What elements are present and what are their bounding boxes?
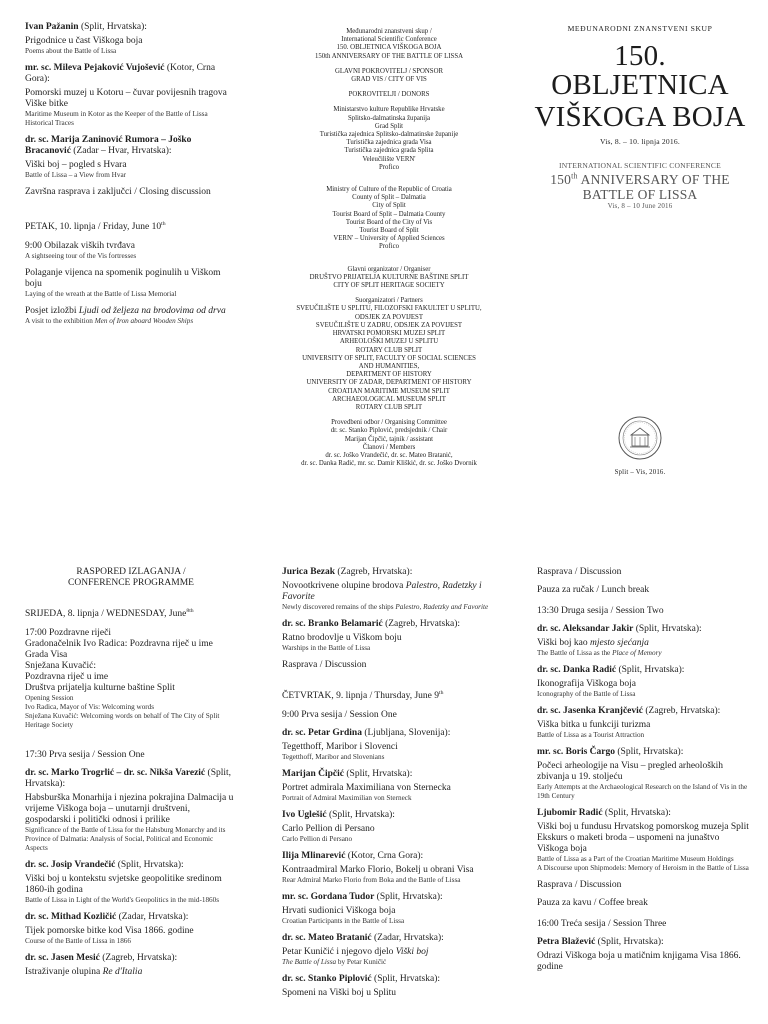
talk-title: Ratno brodovlje u Viškom boju — [282, 633, 402, 643]
talk-affiliation: (Zagreb, Hrvatska): — [102, 953, 178, 963]
break-label: Pauza za ručak / Lunch break — [537, 585, 650, 595]
talk-title: Hrvati sudionici Viškoga boja — [282, 906, 396, 916]
talk-title: Viški boj – pogled s Hvara — [25, 160, 127, 170]
talk-speaker — [282, 892, 494, 903]
talk-title — [282, 581, 494, 603]
front-left-column — [25, 22, 237, 333]
credits-line: GLAVNI POKROVITELJ / SPONSOR — [334, 67, 444, 75]
talk-title-italic: Re d'Italia — [102, 967, 143, 977]
talk-affiliation: (Split, Hrvatska): — [117, 860, 184, 870]
talk-title-secondary: Ekskurs o maketi broda – uspomeni na junaštvo Viškoga boja — [537, 833, 720, 854]
talk-english: Early Attempts at the Archaeological Research on the Island of Vis in the 19th Century — [537, 783, 748, 800]
talk-speaker — [537, 624, 751, 635]
talk-english: Portrait of Admiral Maximilian von Sterneck — [282, 794, 412, 802]
cover-kicker: MEĐUNARODNI ZNANSTVENI SKUP — [567, 24, 713, 33]
talk-affiliation: (Zadar, Hrvatska): — [374, 933, 444, 943]
credits-line: Veleučilište VERN' — [362, 155, 416, 163]
talk-speaker-name: Petra Blažević — [537, 937, 596, 947]
talk-english: Poems about the Battle of Lissa — [25, 47, 117, 55]
talk-title: Prigodnice u čast Viškoga boja — [25, 36, 143, 46]
credits-group — [270, 297, 508, 412]
talk-item — [282, 619, 494, 653]
programme-heading-line2: CONFERENCE PROGRAMME — [68, 578, 194, 588]
credits-line: CROATIAN MARITIME MUSEUM SPLIT — [328, 387, 450, 395]
talk-title: Tijek pomorske bitke kod Visa 1866. godine — [25, 926, 194, 936]
opening-line: Gradonačelnik Ivo Radica: Pozdravna riječ u ime Grada Visa — [25, 639, 213, 660]
credits-line: UNIVERSITY OF SPLIT, FACULTY OF SOCIAL SCIENCES — [302, 354, 476, 362]
talk-affiliation: (Split, Hrvatska): — [374, 974, 440, 984]
credits-line: County of Split – Dalmatia — [352, 194, 426, 202]
opening-session — [25, 628, 237, 730]
talk-speaker-name: mr. sc. Boris Čargo — [537, 747, 616, 757]
talk-english-italic: Place of Memory — [612, 649, 662, 657]
talk-title-text: Petar Kuničić i njegovo djelo — [282, 947, 396, 957]
friday-heading — [25, 222, 237, 233]
talk-affiliation: (Kotor, Crna Gora): — [25, 63, 216, 84]
talk-title: Polaganje vijenca na spomenik poginulih u Viškom boju — [25, 268, 221, 289]
talk-item — [537, 665, 751, 699]
talk-item — [25, 768, 237, 853]
credits-line: Suorganizatori / Partners — [355, 297, 423, 305]
talk-affiliation: (Split, Hrvatska): — [328, 810, 395, 820]
credits-line: Grad Split — [374, 122, 404, 130]
cover-title-line2: VIŠKOGA BOJA — [534, 101, 746, 133]
cover-en-kicker: INTERNATIONAL SCIENTIFIC CONFERENCE — [559, 161, 721, 170]
opening-english-line: Snježana Kuvačić: Welcoming words on behalf of The City of Split Heritage Society — [25, 712, 220, 729]
talk-title: Ikonografija Viškoga boja — [537, 679, 636, 689]
talk-speaker — [537, 665, 751, 676]
talk-item — [282, 933, 494, 967]
talk-title-italic: mjesto sjećanja — [590, 638, 649, 648]
talk-speaker-name: dr. sc. Jasenka Kranjčević — [537, 706, 643, 716]
talk-speaker — [537, 747, 751, 758]
talk-english-text: The Battle of Lissa as the — [537, 649, 613, 657]
center-groups — [270, 28, 508, 468]
talk-item — [25, 953, 237, 978]
talk-title — [25, 967, 237, 978]
thursday-session-heading: 9:00 Prva sesija / Session One — [282, 710, 397, 720]
credits-line: DEPARTMENT OF HISTORY — [346, 371, 432, 379]
talk-title: Spomeni na Viški boj u Splitu — [282, 988, 397, 998]
credits-line: Članovi / Members — [362, 443, 416, 451]
talk-item — [282, 851, 494, 885]
talk-speaker — [25, 953, 237, 964]
credits-line: UNIVERSITY OF ZADAR, DEPARTMENT OF HISTORY — [306, 379, 472, 387]
talk-english: Battle of Lissa as a Tourist Attraction — [537, 731, 645, 739]
front-left-items — [25, 22, 237, 198]
credits-line: Ministry of Culture of the Republic of Croatia — [326, 186, 452, 194]
talk-english: Laying of the wreath at the Battle of Lissa Memorial — [25, 290, 177, 298]
talk-english: Iconography of the Battle of Lissa — [537, 690, 636, 698]
talk-speaker — [282, 851, 494, 862]
talk-english-text: A visit to the exhibition — [25, 317, 95, 325]
talk-speaker — [25, 860, 237, 871]
seal-emblem — [618, 416, 662, 460]
credits-line: GRAD VIS / CITY OF VIS — [351, 76, 427, 84]
talk-title: 9:00 Obilazak viških tvrđava — [25, 241, 136, 251]
talk-speaker — [25, 768, 237, 790]
seal-icon — [618, 416, 662, 460]
opening-english-line: Ivo Radica, Mayor of Vis: Welcoming words — [25, 703, 155, 711]
talk-title-text: Istraživanje olupina — [25, 967, 103, 977]
talk-affiliation: (Zagreb, Hrvatska): — [645, 706, 721, 716]
friday-heading-text: PETAK, 10. lipnja / Friday, June 10 — [25, 222, 162, 232]
cover-dates-en: Vis, 8 – 10 June 2016 — [607, 202, 673, 210]
credits-line: VERN' – University of Applied Sciences — [333, 235, 445, 243]
programme-heading-line1: RASPORED IZLAGANJA / — [76, 567, 186, 577]
talk-item — [282, 567, 494, 612]
talk-item — [282, 974, 494, 999]
talk-title: Pomorski muzej u Kotoru – čuvar povijesnih tragova Viške bitke — [25, 88, 227, 109]
credits-line: City of Split — [372, 202, 406, 210]
talk-item — [25, 22, 237, 56]
talk-english: Course of the Battle of Lissa in 1866 — [25, 937, 131, 945]
col3-top-breaks — [537, 567, 751, 596]
talk-speaker — [282, 974, 494, 985]
talk-affiliation: (Split, Hrvatska): — [25, 768, 232, 789]
credits-line: ROTARY CLUB SPLIT — [355, 403, 423, 411]
talk-english: Battle of Lissa – a View from Hvar — [25, 171, 127, 179]
talk-affiliation: (Split, Hrvatska): — [376, 892, 443, 902]
credits-line: 150. OBLJETNICA VIŠKOGA BOJA — [336, 44, 442, 52]
talk-speaker-name: dr. sc. Stanko Piplović — [282, 974, 372, 984]
talk-title: Viški boj u fundusu Hrvatskog pomorskog muzeja Split — [537, 822, 749, 832]
thursday-heading-sup: th — [439, 689, 444, 696]
front-center-column — [270, 28, 508, 475]
credits-line: Marijan Čipčić, tajnik / assistant — [344, 435, 434, 443]
talk-title: Počeci arheologije na Visu – pregled arheoloških zbivanja u 19. stoljeću — [537, 761, 724, 782]
talk-speaker-name: dr. sc. Branko Belamarić — [282, 619, 383, 629]
talk-title: Tegetthoff, Maribor i Slovenci — [282, 742, 398, 752]
talk-speaker-name: dr. sc. Marija Zaninović Rumora – Joško Bracanović — [25, 135, 192, 156]
talk-item — [25, 63, 237, 128]
credits-line: ODSJEK ZA POVIJEST — [355, 313, 423, 321]
credits-line: Profico — [378, 243, 399, 251]
talk-item — [282, 769, 494, 803]
talk-affiliation: (Zagreb, Hrvatska): — [337, 567, 413, 577]
credits-line: Provedbeni odbor / Organising Committee — [331, 419, 447, 427]
talk-speaker — [282, 810, 494, 821]
talk-english — [282, 958, 494, 967]
talk-english: Significance of the Battle of Lissa for the Habsburg Monarchy and its Province of Dalmatia: Analysis of Social, Political and Economic Aspects — [25, 826, 226, 852]
programme-column-3 — [537, 567, 751, 980]
credits-line: Turistička zajednica grada Splita — [344, 147, 434, 155]
talk-english-italic: Palestro, Radetzky and Favorite — [395, 603, 489, 611]
talk-speaker — [537, 937, 751, 948]
talk-affiliation: (Ljubljana, Slovenija): — [364, 728, 451, 738]
credits-line: Ministarstvo kulture Republike Hrvatske — [333, 106, 445, 114]
session-one-heading: 17:30 Prva sesija / Session One — [25, 750, 145, 760]
talk-title-italic: Viški boj — [395, 947, 429, 957]
talk-item — [25, 912, 237, 946]
credits-group — [270, 419, 508, 468]
talk-english-italic: The Battle of Lissa — [282, 958, 337, 966]
credits-line: dr. sc. Danka Radić, mr. sc. Damir Kliškić, dr. sc. Joško Dvornik — [301, 460, 477, 468]
credits-line: Turistička zajednica Splitsko-dalmatinske županije — [319, 131, 459, 139]
credits-line: dr. sc. Joško Vrandečić, dr. sc. Mateo Bratanić, — [325, 451, 453, 459]
talk-english: Tegetthoff, Maribor and Slovenians — [282, 753, 385, 761]
credits-line: Profico — [378, 163, 399, 171]
talk-title: Kontraadmiral Marko Florio, Bokelj u obrani Visa — [282, 865, 474, 875]
talk-english: Rear Admiral Marko Florio from Boka and the Battle of Lissa — [282, 876, 461, 884]
credits-group — [270, 106, 508, 172]
programme-column-2 — [282, 567, 494, 1006]
opening-lines — [25, 639, 237, 694]
talk-english-text: Newly discovered remains of the ships — [282, 603, 396, 611]
talk-affiliation: (Split, Hrvatska): — [635, 624, 702, 634]
friday-heading-sup: th — [161, 220, 166, 227]
talk-item — [282, 728, 494, 762]
talk-speaker-name: dr. sc. Mithad Kozličić — [25, 912, 117, 922]
talk-item — [25, 306, 237, 326]
talk-item — [282, 810, 494, 844]
discussion-label: Rasprava / Discussion — [282, 660, 367, 670]
opening-line: Društva prijatelja kulturne baštine Split — [25, 683, 175, 693]
credits-line: HRVATSKI POMORSKI MUZEJ SPLIT — [332, 330, 446, 338]
talk-affiliation: (Split, Hrvatska): — [80, 22, 147, 32]
talk-title: Habsburška Monarhija i njezina pokrajina Dalmacija u vrijeme Viškoga boja – unutarnji društveni, gospodarski i politički odnosi i prilike — [25, 793, 234, 825]
talk-speaker — [282, 769, 494, 780]
thursday-heading — [282, 691, 494, 702]
talk-english-secondary: A Discourse upon Shipmodels: Memory of Heroism in the Battle of Lissa — [537, 864, 749, 872]
talk-title-text: Viški boj kao — [537, 638, 590, 648]
friday-items — [25, 241, 237, 326]
credits-line: International Scientific Conference — [341, 36, 437, 44]
talk-speaker — [25, 135, 237, 157]
talk-english — [282, 603, 494, 612]
talk-affiliation: (Split, Hrvatska): — [597, 937, 664, 947]
talk-english: Carlo Pellion di Persano — [282, 835, 353, 843]
session-three-heading: 16:00 Treća sesija / Session Three — [537, 919, 667, 929]
credits-line: POKROVITELJI / DONORS — [348, 91, 430, 99]
talk-speaker-name: Ivan Pažanin — [25, 22, 79, 32]
talk-item — [537, 808, 751, 873]
cover-en-title-num: 150 — [550, 172, 572, 187]
talk-title: Odrazi Viškoga boja u matičnim knjigama Visa 1866. godine — [537, 951, 741, 972]
talk-speaker — [537, 808, 751, 819]
talk-english: Battle of Lissa in Light of the World's Geopolitics in the mid-1860s — [25, 896, 220, 904]
wednesday-heading-text: SRIJEDA, 8. lipnja / WEDNESDAY, June — [25, 609, 187, 619]
talk-speaker-name: mr. sc. Gordana Tudor — [282, 892, 375, 902]
credits-line: Splitsko-dalmatinska županija — [347, 114, 431, 122]
cover-en-title-sup: th — [571, 171, 578, 181]
talk-title-text: Novootkrivene olupine brodova — [282, 581, 406, 591]
credits-line: Turistička zajednica grada Visa — [346, 139, 432, 147]
talk-title: Viški boj u kontekstu svjetske geopolitike sredinom 1860-ih godina — [25, 874, 222, 895]
credits-line: Tourist Board of Split – Dalmatia County — [332, 210, 446, 218]
talk-affiliation: (Zadar – Hvar, Hrvatska): — [73, 146, 172, 156]
talk-affiliation: (Zadar, Hrvatska): — [118, 912, 189, 922]
programme-column-1 — [25, 567, 237, 985]
talk-affiliation: (Split, Hrvatska): — [346, 769, 413, 779]
talk-speaker-name: Ilija Mlinarević — [282, 851, 346, 861]
talk-title: Viška bitka u funkciji turizma — [537, 720, 651, 730]
opening-time: 17:00 Pozdravne riječi — [25, 628, 112, 638]
talk-affiliation: (Split, Hrvatska): — [617, 747, 684, 757]
credits-line: DRUŠTVO PRIJATELJA KULTURNE BAŠTINE SPLIT — [309, 273, 469, 281]
opening-line: Snježana Kuvačić: — [25, 661, 96, 671]
cover-place: Split – Vis, 2016. — [614, 469, 666, 476]
credits-line: SVEUČILIŠTE U SPLITU, FILOZOFSKI FAKULTET U SPLITU, — [296, 305, 482, 313]
opening-english-line: Opening Session — [25, 694, 74, 702]
talk-affiliation: (Kotor, Crna Gora): — [347, 851, 424, 861]
credits-line: ARCHAEOLOGICAL MUSEUM SPLIT — [332, 395, 446, 403]
talk-title-italic: Palestro, Radetzky i Favorite — [282, 581, 482, 602]
cover-en-title-line1 — [522, 172, 758, 187]
talk-item — [282, 892, 494, 926]
talk-speaker — [282, 619, 494, 630]
talk-item — [537, 937, 751, 973]
break-label: Pauza za kavu / Coffee break — [537, 898, 648, 908]
break-label: Rasprava / Discussion — [537, 567, 622, 577]
talk-item — [537, 624, 751, 658]
talk-speaker-name: Ljubomir Radić — [537, 808, 603, 818]
talk-english — [25, 317, 237, 326]
programme-col2b-items — [282, 728, 494, 999]
talk-speaker-name: Jurica Bezak — [282, 567, 336, 577]
talk-speaker — [537, 706, 751, 717]
credits-line: 150th ANNIVERSARY OF THE BATTLE OF LISSA — [314, 52, 464, 60]
thursday-heading-text: ČETVRTAK, 9. lipnja / Thursday, June 9 — [282, 691, 439, 701]
credits-group — [270, 91, 508, 99]
session-two-heading: 13:30 Druga sesija / Session Two — [537, 606, 664, 616]
credits-line: ARHEOLOŠKI MUZEJ U SPLITU — [339, 338, 439, 346]
talk-speaker-name: dr. sc. Josip Vrandečić — [25, 860, 116, 870]
talk-title-text: Posjet izložbi — [25, 306, 79, 316]
talk-speaker — [282, 933, 494, 944]
credits-line: Glavni organizator / Organiser — [347, 265, 431, 273]
programme-col1-items — [25, 768, 237, 978]
break-label: Rasprava / Discussion — [537, 880, 622, 890]
talk-speaker-name: dr. sc. Marko Trogrlić – dr. sc. Nikša Varezić — [25, 768, 206, 778]
opening-line: Pozdravna riječ u ime — [25, 672, 109, 682]
talk-title — [537, 638, 751, 649]
talk-title — [25, 306, 237, 317]
credits-group — [270, 28, 508, 61]
talk-item — [25, 268, 237, 299]
talk-item — [537, 706, 751, 740]
talk-english: Maritime Museum in Kotor as the Keeper of the Battle of Lissa Historical Traces — [25, 110, 208, 127]
talk-speaker-name: dr. sc. Mateo Bratanić — [282, 933, 372, 943]
talk-speaker-name: Ivo Uglešić — [282, 810, 327, 820]
talk-english — [537, 649, 751, 658]
talk-affiliation: (Zagreb, Hrvatska): — [385, 619, 461, 629]
talk-title-italic: Ljudi od željeza na brodovima od drva — [78, 306, 226, 316]
talk-speaker — [25, 22, 237, 33]
credits-group — [270, 186, 508, 252]
wednesday-heading — [25, 609, 237, 620]
discussion-label: Završna rasprava i zaključci / Closing discussion — [25, 187, 211, 197]
talk-speaker-name: dr. sc. Danka Radić — [537, 665, 617, 675]
talk-english-italic: Men of Iron aboard Wooden Ships — [94, 317, 194, 325]
talk-speaker — [282, 567, 494, 578]
talk-english: Croatian Participants in the Battle of Lissa — [282, 917, 405, 925]
talk-speaker-name: dr. sc. Jasen Mesić — [25, 953, 100, 963]
cover-dates-hr: Vis, 8. – 10. lipnja 2016. — [599, 137, 681, 146]
talk-speaker — [25, 912, 237, 923]
talk-affiliation: (Split, Hrvatska): — [604, 808, 671, 818]
talk-english-text: by Petar Kuničić — [336, 958, 387, 966]
credits-group — [270, 266, 508, 291]
credits-line: AND HUMANITIES, — [358, 362, 420, 370]
cover-en-title-rest: ANNIVERSARY OF THE — [577, 172, 730, 187]
talk-speaker — [25, 63, 237, 85]
talk-speaker — [282, 728, 494, 739]
opening-en — [25, 694, 237, 730]
cover — [522, 24, 758, 478]
talk-item — [25, 241, 237, 261]
talk-title — [282, 947, 494, 958]
talk-speaker-name: Marijan Čipčić — [282, 769, 345, 779]
credits-line: Tourist Board of the City of Vis — [345, 218, 433, 226]
talk-english: Battle of Lissa as a Part of the Croatian Maritime Museum Holdings — [537, 855, 734, 863]
talk-speaker-name: mr. sc. Mileva Pejaković Vujošević — [25, 63, 165, 73]
credits-line: dr. sc. Stanko Piplović, predsjednik / Chair — [330, 427, 448, 435]
talk-item — [537, 747, 751, 801]
talk-title: Carlo Pellion di Persano — [282, 824, 375, 834]
credits-group — [270, 68, 508, 84]
talk-english: Warships in the Battle of Lissa — [282, 644, 371, 652]
talk-speaker-name: dr. sc. Petar Grdina — [282, 728, 362, 738]
talk-title: Portret admirala Maximiliana von Sternecka — [282, 783, 451, 793]
talk-english: A sightseeing tour of the Vis fortresses — [25, 252, 137, 260]
credits-line: SVEUČILIŠTE U ZADRU, ODSJEK ZA POVIJEST — [315, 321, 463, 329]
credits-line: CITY OF SPLIT HERITAGE SOCIETY — [333, 282, 445, 290]
programme-col3-items — [537, 624, 751, 873]
talk-speaker-name: dr. sc. Aleksandar Jakir — [537, 624, 634, 634]
talk-item — [25, 135, 237, 180]
credits-line: ROTARY CLUB SPLIT — [355, 346, 423, 354]
programme-col2-items — [282, 567, 494, 671]
col3-mid-breaks — [537, 880, 751, 909]
talk-affiliation: (Split, Hrvatska): — [618, 665, 685, 675]
talk-item — [25, 860, 237, 905]
cover-en-title-line2: BATTLE OF LISSA — [582, 187, 698, 202]
wednesday-heading-sup: 8th — [186, 607, 194, 614]
credits-line: Tourist Board of Split — [359, 227, 419, 235]
programme-heading — [25, 567, 237, 589]
cover-title-line1: 150. OBLJETNICA — [551, 40, 729, 101]
credits-line: Međunarodni znanstveni skup / — [346, 28, 432, 35]
